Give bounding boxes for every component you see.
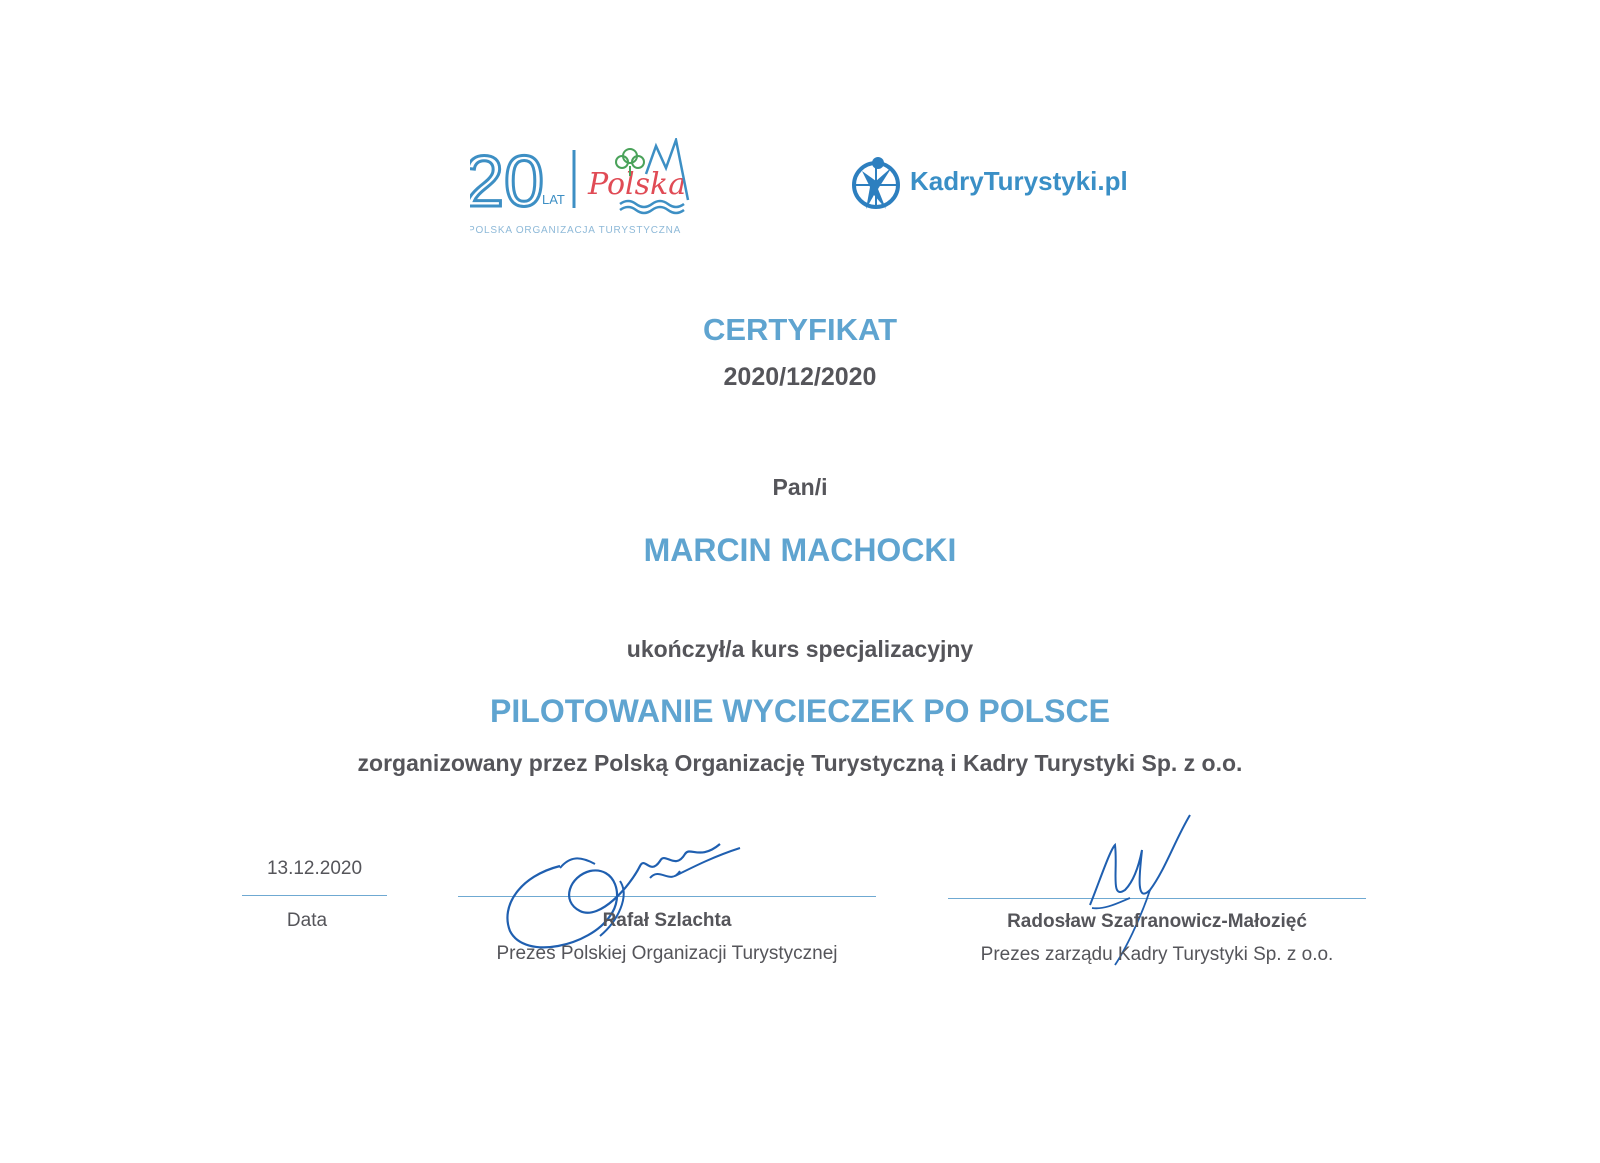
issue-date: 13.12.2020: [266, 858, 363, 879]
kadry-turystyki-text: KadryTurystyki.pl: [910, 166, 1128, 196]
pot-subtitle: POLSKA ORGANIZACJA TURYSTYCZNA: [470, 225, 682, 236]
course-name: PILOTOWANIE WYCIECZEK PO POLSCE: [490, 693, 1110, 729]
completion-text: ukończył/a kurs specjalizacyjny: [626, 636, 974, 662]
pot-lat: LAT: [542, 192, 565, 207]
pot-logo: [470, 138, 710, 238]
signatory-2-role: Prezes zarządu Kadry Turystyki Sp. z o.o.: [980, 944, 1334, 965]
certificate-title: CERTYFIKAT: [702, 312, 898, 347]
globe-person-icon: [848, 155, 904, 215]
kadry-turystyki-logo: [848, 155, 1168, 215]
pot-logo-graphic: [470, 138, 710, 238]
recipient-name: MARCIN MACHOCKI: [643, 532, 957, 568]
certificate-number: 2020/12/2020: [723, 363, 877, 391]
date-label: Data: [286, 910, 328, 931]
pot-brand: Polska: [588, 167, 687, 202]
salutation: Pan/i: [772, 474, 828, 500]
date-line: [242, 895, 387, 896]
signatory-2-name: Radosław Szafranowicz-Małozięć: [1007, 911, 1307, 932]
signatory-1-name: Rafał Szlachta: [602, 910, 732, 931]
organizer-text: zorganizowany przez Polską Organizację Turystyczną i Kadry Turystyki Sp. z o.o.: [357, 750, 1243, 776]
signatory-1-role: Prezes Polskiej Organizacji Turystycznej: [496, 943, 838, 964]
pot-number: 20: [470, 142, 545, 222]
